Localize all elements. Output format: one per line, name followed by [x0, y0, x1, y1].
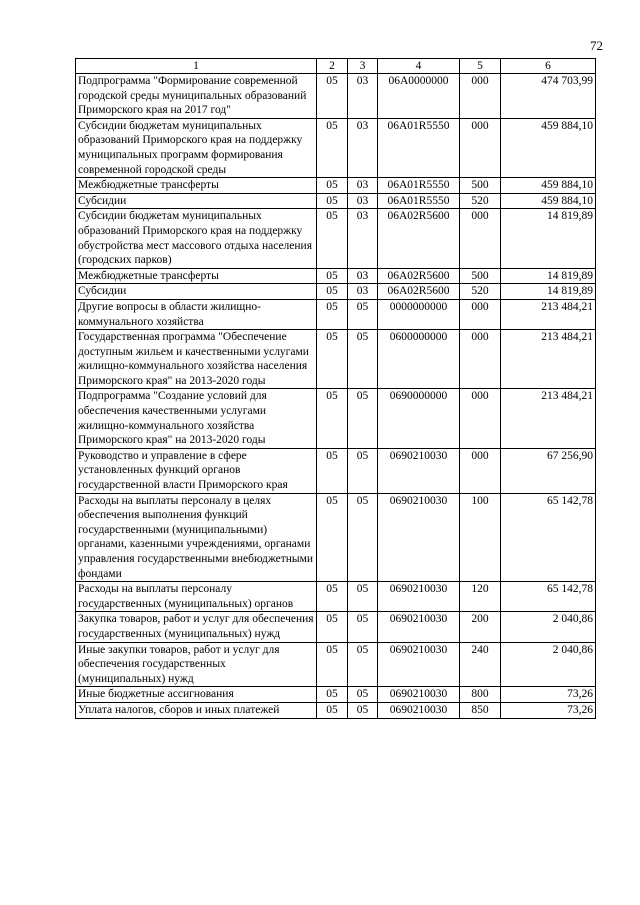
table-row [76, 193, 596, 209]
table-row [76, 209, 596, 268]
target-article-code: 06А01R5550 [378, 193, 460, 209]
table-row [76, 448, 596, 493]
amount: 65 142,78 [501, 493, 596, 582]
amount: 459 884,10 [501, 178, 596, 194]
table-row [76, 612, 596, 642]
target-article-code: 0690210030 [378, 702, 460, 718]
item-name: Государственная программа "Обеспечение доступным жильем и качественными услугами жилищно-коммунального хозяйства населения Приморского края" на 2013-2020 годы [76, 330, 317, 389]
target-article-code: 06А01R5550 [378, 178, 460, 194]
section-code: 05 [317, 612, 348, 642]
target-article-code: 0690210030 [378, 612, 460, 642]
amount: 14 819,89 [501, 268, 596, 284]
subsection-code: 03 [348, 74, 378, 119]
table-row [76, 299, 596, 329]
header-row [76, 59, 596, 74]
amount: 213 484,21 [501, 330, 596, 389]
subsection-code: 05 [348, 582, 378, 612]
subsection-code: 05 [348, 299, 378, 329]
item-name: Уплата налогов, сборов и иных платежей [76, 702, 317, 718]
target-article-code: 0690210030 [378, 642, 460, 687]
section-code: 05 [317, 118, 348, 177]
subsection-code: 03 [348, 178, 378, 194]
expense-type-code: 240 [460, 642, 501, 687]
table-row [76, 642, 596, 687]
expense-type-code: 850 [460, 702, 501, 718]
item-name: Другие вопросы в области жилищно-коммунального хозяйства [76, 299, 317, 329]
table-row [76, 687, 596, 703]
item-name: Расходы на выплаты персоналу государственных (муниципальных) органов [76, 582, 317, 612]
subsection-code: 03 [348, 209, 378, 268]
budget-table [75, 58, 596, 719]
expense-type-code: 520 [460, 284, 501, 300]
subsection-code: 05 [348, 330, 378, 389]
expense-type-code: 200 [460, 612, 501, 642]
expense-type-code: 800 [460, 687, 501, 703]
item-name: Подпрограмма "Создание условий для обеспечения качественными услугами жилищно-коммунального хозяйства Приморского края" на 2013-2020 годы [76, 389, 317, 448]
amount: 73,26 [501, 687, 596, 703]
amount: 14 819,89 [501, 209, 596, 268]
header-cell: 6 [501, 59, 596, 74]
header-cell: 4 [378, 59, 460, 74]
section-code: 05 [317, 209, 348, 268]
target-article-code: 0690210030 [378, 493, 460, 582]
amount: 2 040,86 [501, 612, 596, 642]
expense-type-code: 000 [460, 118, 501, 177]
target-article-code: 0600000000 [378, 330, 460, 389]
target-article-code: 0000000000 [378, 299, 460, 329]
target-article-code: 0690210030 [378, 687, 460, 703]
subsection-code: 03 [348, 284, 378, 300]
header-cell: 2 [317, 59, 348, 74]
subsection-code: 05 [348, 702, 378, 718]
table-row [76, 330, 596, 389]
target-article-code: 0690210030 [378, 448, 460, 493]
subsection-code: 03 [348, 118, 378, 177]
subsection-code: 03 [348, 193, 378, 209]
item-name: Субсидии бюджетам муниципальных образований Приморского края на поддержку муниципальных программ формирования современной городской среды [76, 118, 317, 177]
expense-type-code: 000 [460, 74, 501, 119]
section-code: 05 [317, 193, 348, 209]
section-code: 05 [317, 389, 348, 448]
target-article-code: 06А0000000 [378, 74, 460, 119]
item-name: Закупка товаров, работ и услуг для обеспечения государственных (муниципальных) нужд [76, 612, 317, 642]
table-row [76, 118, 596, 177]
item-name: Иные бюджетные ассигнования [76, 687, 317, 703]
header-cell: 5 [460, 59, 501, 74]
table-row [76, 268, 596, 284]
section-code: 05 [317, 448, 348, 493]
expense-type-code: 520 [460, 193, 501, 209]
section-code: 05 [317, 74, 348, 119]
item-name: Иные закупки товаров, работ и услуг для обеспечения государственных (муниципальных) нужд [76, 642, 317, 687]
amount: 2 040,86 [501, 642, 596, 687]
amount: 213 484,21 [501, 389, 596, 448]
expense-type-code: 000 [460, 299, 501, 329]
table-row [76, 284, 596, 300]
page-number: 72 [590, 38, 603, 53]
expense-type-code: 500 [460, 268, 501, 284]
header-cell: 3 [348, 59, 378, 74]
table-row [76, 74, 596, 119]
item-name: Расходы на выплаты персоналу в целях обеспечения выполнения функций государственными (муниципальными) органами, казенными учреждениями, органами управления государственными внебюджетными фондами [76, 493, 317, 582]
target-article-code: 06А02R5600 [378, 209, 460, 268]
expense-type-code: 120 [460, 582, 501, 612]
subsection-code: 05 [348, 493, 378, 582]
expense-type-code: 000 [460, 448, 501, 493]
item-name: Межбюджетные трансферты [76, 268, 317, 284]
section-code: 05 [317, 178, 348, 194]
section-code: 05 [317, 642, 348, 687]
item-name: Подпрограмма "Формирование современной городской среды муниципальных образований Приморского края на 2017 год" [76, 74, 317, 119]
section-code: 05 [317, 582, 348, 612]
section-code: 05 [317, 493, 348, 582]
amount: 474 703,99 [501, 74, 596, 119]
expense-type-code: 500 [460, 178, 501, 194]
target-article-code: 06А02R5600 [378, 268, 460, 284]
item-name: Межбюджетные трансферты [76, 178, 317, 194]
subsection-code: 05 [348, 448, 378, 493]
table-row [76, 178, 596, 194]
section-code: 05 [317, 284, 348, 300]
item-name: Руководство и управление в сфере установленных функций органов государственной власти Приморского края [76, 448, 317, 493]
section-code: 05 [317, 330, 348, 389]
expense-type-code: 100 [460, 493, 501, 582]
subsection-code: 05 [348, 612, 378, 642]
table-row [76, 582, 596, 612]
table-row [76, 389, 596, 448]
section-code: 05 [317, 268, 348, 284]
target-article-code: 0690210030 [378, 582, 460, 612]
target-article-code: 06А01R5550 [378, 118, 460, 177]
section-code: 05 [317, 299, 348, 329]
header-cell: 1 [76, 59, 317, 74]
expense-type-code: 000 [460, 389, 501, 448]
amount: 65 142,78 [501, 582, 596, 612]
item-name: Субсидии [76, 193, 317, 209]
amount: 213 484,21 [501, 299, 596, 329]
item-name: Субсидии [76, 284, 317, 300]
subsection-code: 05 [348, 389, 378, 448]
amount: 14 819,89 [501, 284, 596, 300]
target-article-code: 06А02R5600 [378, 284, 460, 300]
amount: 459 884,10 [501, 193, 596, 209]
amount: 73,26 [501, 702, 596, 718]
subsection-code: 05 [348, 687, 378, 703]
expense-type-code: 000 [460, 330, 501, 389]
target-article-code: 0690000000 [378, 389, 460, 448]
item-name: Субсидии бюджетам муниципальных образований Приморского края на поддержку обустройства мест массового отдыха населения (городских парков) [76, 209, 317, 268]
expense-type-code: 000 [460, 209, 501, 268]
table-row [76, 702, 596, 718]
subsection-code: 05 [348, 642, 378, 687]
table-row [76, 493, 596, 582]
section-code: 05 [317, 702, 348, 718]
amount: 459 884,10 [501, 118, 596, 177]
section-code: 05 [317, 687, 348, 703]
amount: 67 256,90 [501, 448, 596, 493]
subsection-code: 03 [348, 268, 378, 284]
